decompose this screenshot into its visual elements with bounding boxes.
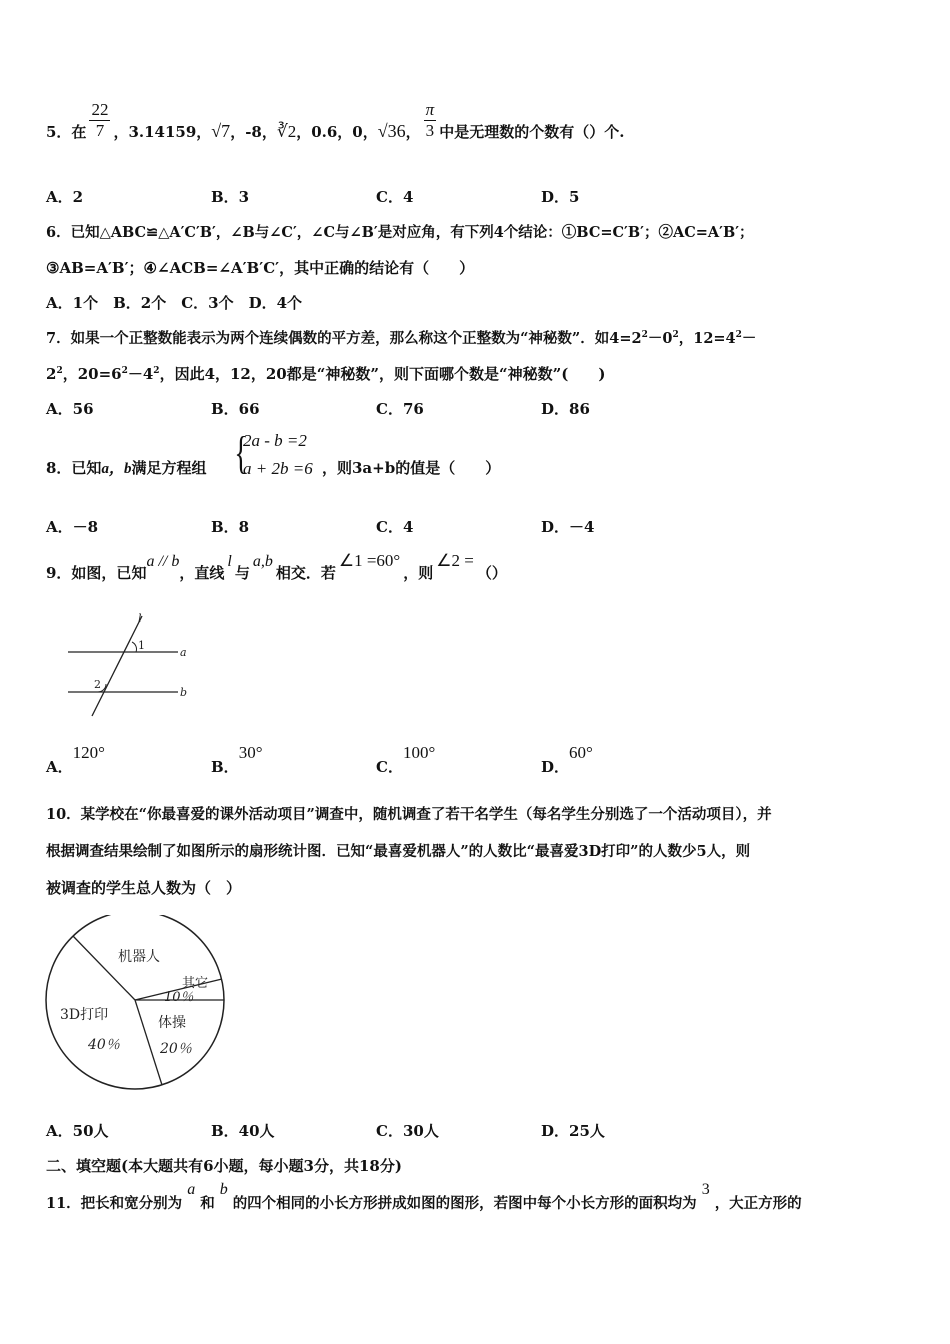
pie-label-robot: 机器人 bbox=[118, 949, 160, 965]
pie-label-other-pct: 10％ bbox=[164, 990, 194, 1005]
q8-eq2: a + 2b =6 bbox=[243, 459, 313, 478]
q9-option-a: A．120° bbox=[46, 743, 105, 776]
q8-option-d: D．－4 bbox=[541, 518, 595, 536]
q5-option-a: A．2 bbox=[46, 188, 84, 206]
q8-eq1: 2a - b =2 bbox=[243, 431, 307, 450]
q7-line1: 7．如果一个正整数能表示为两个连续偶数的平方差，那么称这个正整数为“神秘数”．如$4=2^2-0^2$，$12=4^2-$ bbox=[46, 330, 757, 347]
q5-sqrt7: √7 bbox=[211, 120, 231, 141]
q9-option-d: D．60° bbox=[541, 743, 593, 776]
q7-option-d: D．86 bbox=[541, 400, 590, 418]
q5-prefix: 5．在 bbox=[46, 122, 87, 141]
q8-brace: { bbox=[234, 427, 248, 478]
q5-sep1: ，-8， bbox=[230, 122, 277, 141]
q10-option-c: C．30人 bbox=[376, 1122, 439, 1140]
q7-line2: $2^2$，$20=6^2-4^2$，因此4，12，20都是“神秘数”，则下面哪个数是“神秘数”( ) bbox=[46, 365, 606, 383]
q5-sep3: ， bbox=[405, 122, 421, 141]
pie-divider-3d-robot bbox=[135, 1000, 162, 1085]
label-a: a bbox=[180, 646, 187, 659]
section2-heading: 二、填空题(本大题共有6小题，每小题3分，共18分) bbox=[46, 1157, 402, 1175]
q7-option-b: B．66 bbox=[211, 400, 260, 418]
pie-label-other: 其它 bbox=[182, 976, 209, 991]
q5-sep2: ，0.6，0， bbox=[296, 122, 378, 141]
q10-option-b: B．40人 bbox=[211, 1122, 275, 1140]
q5-line bbox=[46, 100, 625, 164]
label-1: 1 bbox=[138, 639, 145, 652]
q8-option-b: B．8 bbox=[211, 518, 250, 536]
q8-line: 8．已知a，b满足方程组 bbox=[46, 459, 207, 477]
q5-items: ，3.14159， bbox=[113, 122, 212, 141]
pie-label-gym-pct: 20％ bbox=[160, 1041, 192, 1057]
q5-option-b: B．3 bbox=[211, 188, 250, 206]
q5-frac-22-7: $\frac{22}{7}$ bbox=[91, 100, 109, 140]
q10-option-d: D．25人 bbox=[541, 1122, 605, 1140]
q5-frac-pi-3: $\frac{\pi}{3}$ bbox=[425, 100, 435, 140]
q6-line2: ③AB=A′B′；④∠ACB=∠A′B′C′，其中正确的结论有（ ） bbox=[46, 259, 475, 277]
label-l: l bbox=[138, 612, 142, 625]
q5-cbrt2: ∛2 bbox=[276, 121, 297, 141]
q6-line1: 6．已知△ABC≌△A′C′B′，∠B与∠C′，∠C与∠B′是对应角，有下列4个结论：①BC=C′B′；②AC=A′B′； bbox=[46, 224, 754, 241]
q7-option-c: C．76 bbox=[376, 400, 424, 418]
q5-option-d: D．5 bbox=[541, 188, 580, 206]
label-b: b bbox=[180, 686, 188, 699]
label-2: 2 bbox=[94, 678, 101, 691]
q9-parallel-lines-figure bbox=[60, 610, 200, 720]
q9-line: 9．如图，已知a // b，直线l与a,b相交．若∠1 =60°，则∠2 =（） bbox=[46, 551, 507, 582]
q5-suffix: 中是无理数的个数有（）个. bbox=[439, 122, 625, 141]
q8-option-c: C．4 bbox=[376, 518, 414, 536]
q10-option-a: A．50人 bbox=[46, 1122, 109, 1140]
q6-options: A．1个 B．2个 C．3个 D．4个 bbox=[46, 294, 303, 312]
q5-sqrt36: √36 bbox=[377, 120, 406, 141]
pie-label-3d: 3D打印 bbox=[60, 1007, 109, 1023]
angle-1-arc bbox=[132, 642, 137, 652]
pie-label-gym: 体操 bbox=[158, 1015, 186, 1031]
pie-label-3d-pct: 40％ bbox=[88, 1037, 120, 1053]
q9-option-c: C．100° bbox=[376, 743, 436, 776]
q10-pie-chart bbox=[40, 915, 230, 1100]
q8-suffix: ，则3a+b的值是（ ） bbox=[322, 459, 501, 477]
pie-divider-robot-other bbox=[73, 936, 135, 1000]
line-l bbox=[92, 616, 142, 716]
q10-line1: 10．某学校在“你最喜爱的课外活动项目”调查中，随机调查了若干名学生（每名学生分别选了一个活动项目），并 bbox=[46, 806, 772, 823]
q10-line2: 根据调查结果绘制了如图所示的扇形统计图．已知“最喜爱机器人”的人数比“最喜爱3D打印”的人数少5人，则 bbox=[46, 843, 751, 860]
q9-option-b: B．30° bbox=[211, 743, 263, 776]
q5-option-c: C．4 bbox=[376, 188, 414, 206]
q8-option-a: A．－8 bbox=[46, 518, 99, 536]
q10-line3: 被调查的学生总人数为（ ） bbox=[46, 879, 242, 897]
q11-line: 11．把长和宽分别为a和b的四个相同的小长方形拼成如图的图形，若图中每个小长方形的面积均为3，大正方形的 bbox=[46, 1181, 802, 1212]
q7-option-a: A．56 bbox=[46, 400, 94, 418]
